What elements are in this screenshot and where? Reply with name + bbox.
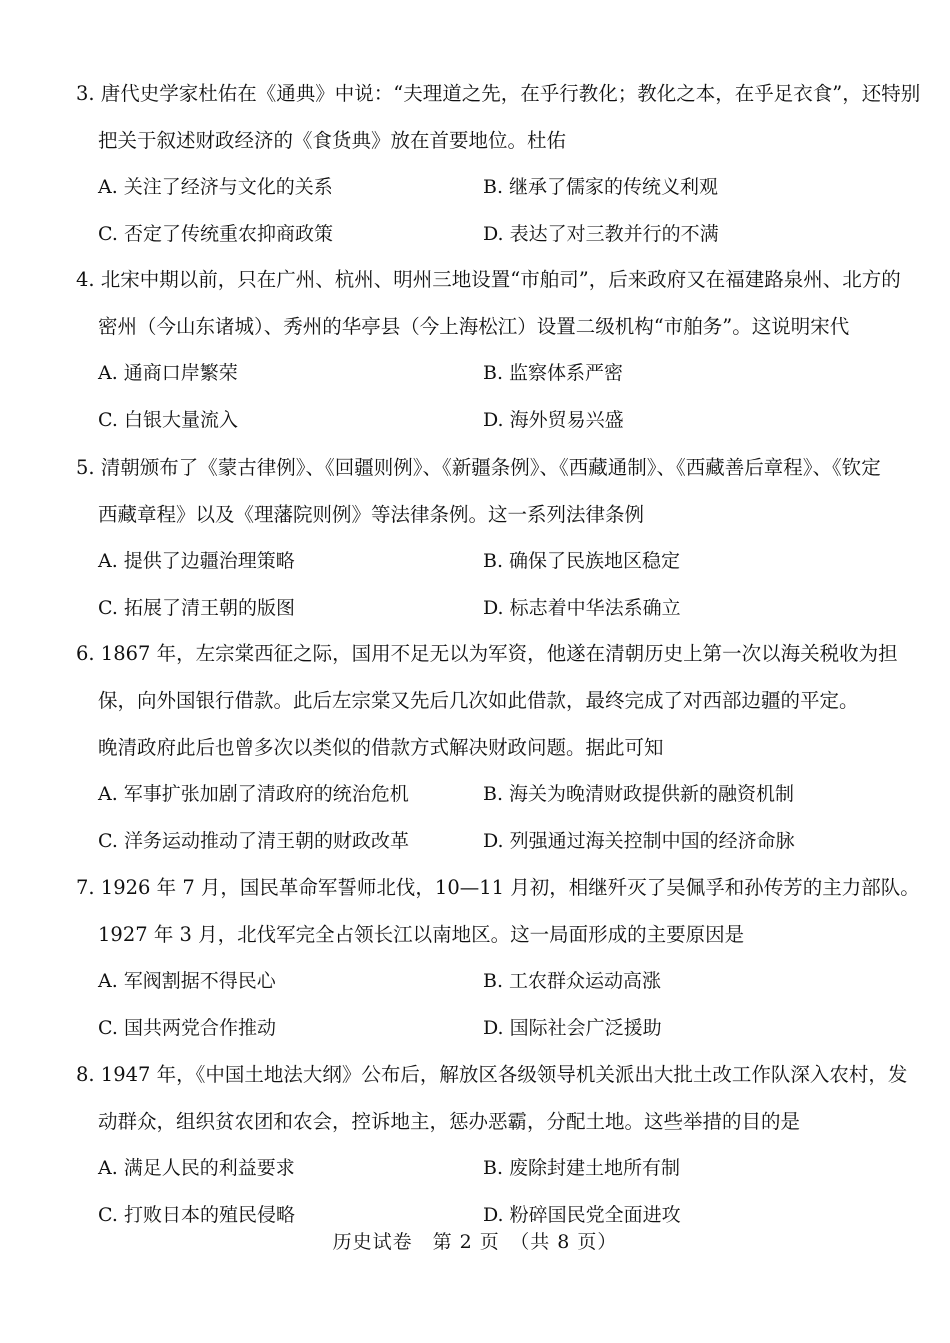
option-a[interactable]: A. 军阀割据不得民心 — [98, 970, 276, 992]
option-c[interactable]: C. 拓展了清王朝的版图 — [98, 597, 295, 619]
question-stem — [76, 256, 901, 350]
options — [78, 164, 868, 258]
option-c[interactable]: C. 打败日本的殖民侵略 — [98, 1204, 295, 1226]
stem-line: 晚清政府此后也曾多次以类似的借款方式解决财政问题。据此可知 — [98, 736, 664, 759]
question-7 — [76, 864, 920, 1052]
option-b[interactable]: B. 监察体系严密 — [483, 362, 624, 384]
option-b[interactable]: B. 工农群众运动高涨 — [483, 970, 662, 992]
stem-line: 密州（今山东诸城）、秀州的华亭县（今上海松江）设置二级机构“市舶务”。这说明宋代 — [98, 315, 850, 338]
stem-line: 8. 1947 年，《中国土地法大纲》公布后，解放区各级领导机关派出大批土改工作队深入农村，发 — [76, 1063, 908, 1086]
options — [78, 538, 868, 632]
option-d[interactable]: D. 粉碎国民党全面进攻 — [483, 1204, 681, 1226]
question-6 — [76, 630, 898, 865]
question-4 — [76, 256, 901, 444]
option-d[interactable]: D. 国际社会广泛援助 — [483, 1017, 662, 1039]
option-b[interactable]: B. 继承了儒家的传统义利观 — [483, 176, 719, 198]
stem-line: 4. 北宋中期以前，只在广州、杭州、明州三地设置“市舶司”，后来政府又在福建路泉州、北方的 — [76, 268, 901, 291]
stem-line: 动群众，组织贫农团和农会，控诉地主，惩办恶霸，分配土地。这些举措的目的是 — [98, 1110, 801, 1133]
option-b[interactable]: B. 海关为晚清财政提供新的融资机制 — [483, 783, 795, 805]
stem-line: 5. 清朝颁布了《蒙古律例》、《回疆则例》、《新疆条例》、《西藏通制》、《西藏善后章程》、《钦定 — [76, 456, 881, 479]
question-stem — [76, 1051, 908, 1145]
option-a[interactable]: A. 军事扩张加剧了清政府的统治危机 — [98, 783, 409, 805]
options — [78, 350, 868, 444]
question-stem — [76, 70, 921, 164]
question-3 — [76, 70, 921, 258]
stem-line: 6. 1867 年，左宗棠西征之际，国用不足无以为军资，他遂在清朝历史上第一次以海关税收为担 — [76, 642, 898, 665]
stem-line: 3. 唐代史学家杜佑在《通典》中说：“夫理道之先，在乎行教化；教化之本，在乎足衣食”，还特别 — [76, 82, 921, 105]
option-d[interactable]: D. 海外贸易兴盛 — [483, 409, 624, 431]
question-8 — [76, 1051, 908, 1239]
question-5 — [76, 444, 881, 632]
stem-line: 1927 年 3 月，北伐军完全占领长江以南地区。这一局面形成的主要原因是 — [98, 923, 745, 946]
option-a[interactable]: A. 满足人民的利益要求 — [98, 1157, 295, 1179]
option-a[interactable]: A. 关注了经济与文化的关系 — [98, 176, 333, 198]
options — [78, 1145, 868, 1239]
option-d[interactable]: D. 列强通过海关控制中国的经济命脉 — [483, 830, 795, 852]
option-c[interactable]: C. 国共两党合作推动 — [98, 1017, 276, 1039]
option-b[interactable]: B. 确保了民族地区稳定 — [483, 550, 681, 572]
option-c[interactable]: C. 洋务运动推动了清王朝的财政改革 — [98, 830, 409, 852]
stem-line: 西藏章程》以及《理藩院则例》等法律条例。这一系列法律条例 — [98, 503, 645, 526]
question-stem — [76, 444, 881, 538]
option-c[interactable]: C. 否定了传统重农抑商政策 — [98, 223, 333, 245]
stem-line: 把关于叙述财政经济的《食货典》放在首要地位。杜佑 — [98, 129, 567, 152]
options — [78, 771, 868, 865]
page-footer: 历史试卷 第 2 页 （共 8 页） — [332, 1231, 618, 1253]
question-stem — [76, 630, 898, 771]
option-c[interactable]: C. 白银大量流入 — [98, 409, 238, 431]
stem-line: 7. 1926 年 7 月，国民革命军誓师北伐，10—11 月初，相继歼灭了吴佩孚和孙传芳的主力部队。 — [76, 876, 920, 899]
option-a[interactable]: A. 提供了边疆治理策略 — [98, 550, 295, 572]
question-stem — [76, 864, 920, 958]
stem-line: 保，向外国银行借款。此后左宗棠又先后几次如此借款，最终完成了对西部边疆的平定。 — [98, 689, 859, 712]
option-d[interactable]: D. 标志着中华法系确立 — [483, 597, 681, 619]
option-d[interactable]: D. 表达了对三教并行的不满 — [483, 223, 719, 245]
option-a[interactable]: A. 通商口岸繁荣 — [98, 362, 238, 384]
options — [78, 958, 868, 1052]
option-b[interactable]: B. 废除封建土地所有制 — [483, 1157, 681, 1179]
